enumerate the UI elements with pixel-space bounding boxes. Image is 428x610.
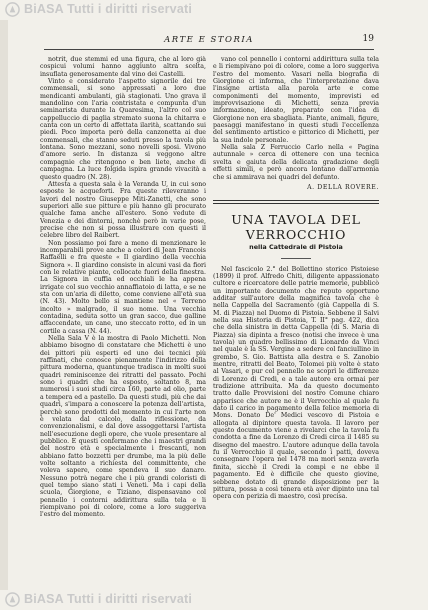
- left-paragraph: notrit, due stemmi ed una figura, che al loro già cospicui volumi hanno aggiunto altra scelta, insuflata generosamente dal vino dei Castelli.: [40, 56, 206, 78]
- left-paragraph: Vinto e considerato l'aspetto signorile dei tre commensali, si sono appressati a loro due mendicanti ambulanti, già stagionati. Uno grava il mandolino con l'aria contristata e compunta d'un seminarista durante la Quaresima, l'altro col suo cappelluccio di paglia stremato suona la chitarra e canta con un certo di affettata ilarità, scattando sui piedi. Poco importa però della canzonetta ai due commensali, che stanno seduti presso la tavola più lontana. Sono mezzani, sono novelli sposi. Vivono d'amore serio. In distanza si veggono altre compagnie che ritengono e ben liete, anche di campagna. La luce folgida ispira grande vivacità a questo quadro (N. 28).: [40, 78, 206, 181]
- section-divider: [213, 200, 379, 204]
- right-paragraph: vano col pennello i contorni addirittura sulla tela e li riempivano poi di colore, come a loro suggeriva l'estro del momento. Vasari nella biografia di Giorgione ci informa, che l'interpretazione dava l'insigne artista alla parola arte e come componimenti del momento, imprevisti ed improvvisazione di Michetti, senza previa informazione, ideato, preparato con l'idea di Giorgione non era sbagliata. Piante, animali, figure, paesaggi manifestano in questi studi l'eccellenza del sentimento artistico e pittorico di Michetti, per la sua indole personale.: [213, 56, 379, 144]
- watermark-bottom: [0, 590, 428, 610]
- article-paragraph: Nel fascicolo 2.° del Bollettino storico Pistoiese (1899) il prof. Alfredo Chiti, diligente appassionato cultore e ricercatore delle patrie memorie, pubblicò un importante documento che reputo opportuno additar sull'autore della magnifica tavola che è nella Cappella del Sacramento (già Cappella di S. M. di Piazza) nel Duomo di Pistoia. Sebbene il Salvi nella sua Historia di Pistoia, T. II° pag. 422, dica che della sinistra in detta Cappella (di S. Maria di Piazza) sia dipinta a fresco (notisi che invece è una tavola) un quadro bellissimo di Lionardo da Vinci nel quale è la SS. Vergine a sedere col fanciullino in grembo, S. Gio. Battista alla destra e S. Zanobio mentre, ritratti del Beato, Tolomei più volte è stato al Vasari, e pur col pennello ne scoprì le differenze di Lorenzo di Credi, e a tale autore era ormai per tradizione attribuita. Ma da questo documento tratto dalle Provvisioni del nostro Comune chiaro apparisce che autore ne è il Verrocchio al quale fu dato il carico in pagamento della felice memoria di Mons. Donato De' Medici vescovo di Pistoia e allogata al dipintore questa tavola. Il lavoro per questo documento viene a rivelarci che la tavola fu condotta a fine da Lorenzo di Credi circa il 1485 su disegno del maestro. L'autore adunque della tavola fu il Verrocchio il quale, secondo i patti, doveva consegnare l'opera nel 1478 ma morì senza averla finita, sicchè il Credi la compì e ne ebbe il pagamento. Ed è difficile che questo giovine, sebbene dotato di grande disposizione per la pittura, possa a così tenera età aver dipinto una tal opera con perizia di maestro, così precisa.: [213, 265, 379, 501]
- right-paragraph: Nella sala Z Ferruccio Carlo nella « Pagina autunnale » cerca di ottenere con una tecnica svelta e gaiuta della delicata gradazione degli effetti simili, e però ancora lontano dall'armonia che si ammirava nei quadri del defunto.: [213, 144, 379, 181]
- left-paragraph: Non possiamo poi fare a meno di menzionare le incomparabili prove anche a colori di Jean Francois Raffaëlli e fra queste « Il giardino della vecchia Signora ». Il giardino consiste in alcuni vasi da fiori con le relative piante, collocate fuori della finestra. La Signora in cuffia ed occhiali le ha appena irrigate col suo vecchio annaffiatoio di latta, e se ne sta con un'aria di diletto, come conviene all'età sua (N. 43). Molto bello si mantiene nel « Terreno incolto » malgrado, il suo nome. Una vecchia contadina, seduta sotto un gran sacco, due galline affaccendate, un cane, uno steccato rotto, ed in un cortile a cassa (N. 44).: [40, 239, 206, 335]
- author-signature: A. DELLA ROVERE.: [307, 183, 379, 191]
- left-paragraph: Attesta a questa sala è la Veranda U, in cui sono esposte le acqueforti. Fra queste rileveranno i lavori del nostro Giuseppe Miti-Zanetti, che sono superiori alle sue pitture e più hanno gli procurato qualche fama anche all'estero. Sono vedute di Venezia e dei dintorni, nonchè però in varie pose, precise che non si possa illustrare con questi il celebre libro del Raibert.: [40, 180, 206, 240]
- article-title: UNA TAVOLA DEL VERROCCHIO: [231, 212, 361, 243]
- watermark-bottom-text: BiASA Tutti i diritti riservati: [24, 592, 193, 606]
- watermark-top: [0, 0, 428, 20]
- biasa-logo-icon: [5, 592, 20, 607]
- watermark-top-text: BiASA Tutti i diritti riservati: [24, 2, 193, 16]
- running-title: ARTE E STORIA: [164, 35, 254, 45]
- running-head: [44, 35, 374, 50]
- article-subtitle: nella Cattedrale di Pistoia: [249, 243, 343, 252]
- left-paragraph: Nella Sala V è la mostra di Paolo Michetti. Non abbiamo bisogno di constatare che Michetti è uno dei pittori più esperti ed uno dei tecnici più raffinati, che conosce pienamente l'indirizzo della pittura moderna, quantunque tradisca in molti suoi quadri reminiscenze dei ritratti del passato. Pochi sono i quadri che ha esposto, soltanto 8, ma numerosi i suoi studi circa 160, parte ad olio, parte a tempera ed a pastello. Da questi studi, più che dai quadri, s'impara a conoscere la potenza dell'artista, perchè sono prodotti del momento in cui l'arte non è velata dal calcolo, dalla riflessione, da convenzionalismi, e dal dove assoggettarsi l'artista nell'esecuzione degli opere, che vuole presentare al pubblico. E questi confermano che i maestri grandi del nostro età e specialmente i frescanti, non abbiano fatto bozzetti per drumbe, ma la più delle volte soltanto a richiesta del committente, che voleva sapere, come spendeva il suo danaro. Nessuno potrà negare che i più grandi coloristi di quel tempo siano stati i Veneti. Ma i capi della scuola, Giorgione, e Tiziano, dispensavano col pennello i contorni addirittura sulla tela e li riempivano poi di colore, come a loro suggeriva l'estro del momento.: [40, 335, 206, 519]
- biasa-logo-icon: [5, 2, 20, 17]
- right-column: [213, 56, 379, 586]
- page-binding-shadow: [0, 20, 8, 590]
- title-rule: [281, 258, 311, 259]
- left-column: [40, 56, 206, 586]
- page-number: 19: [362, 34, 374, 44]
